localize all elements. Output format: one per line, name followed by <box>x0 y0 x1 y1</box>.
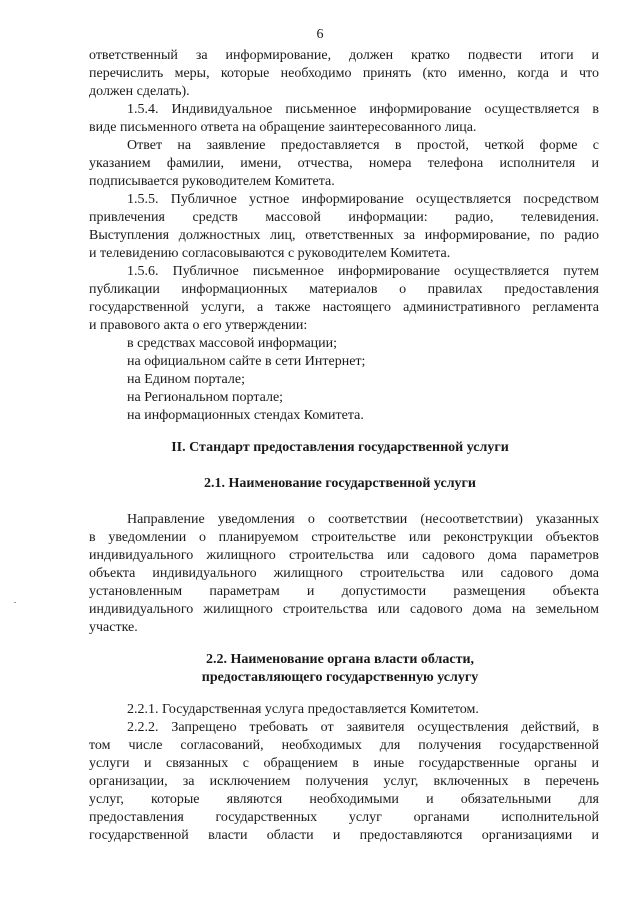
text-line: виде письменного ответа на обращение заинтересованного лица. <box>89 120 477 135</box>
text-line: предоставления государственных услуг органами исполнительной <box>89 810 599 825</box>
text-line: 1.5.5. Публичное устное информирование осуществляется посредством <box>127 192 599 207</box>
text-line: 1.5.4. Индивидуальное письменное информирование осуществляется в <box>127 102 599 117</box>
text-line: в уведомлении о планируемом строительстве или реконструкции объектов <box>89 530 599 545</box>
section-heading-line: 2.1. Наименование государственной услуги <box>204 476 476 491</box>
page-number: 6 <box>316 27 324 42</box>
text-line: на Едином портале; <box>127 372 245 387</box>
text-line: Выступления должностных лиц, ответственных за информирование, по радио <box>89 228 599 243</box>
text-line: установленным параметрам и допустимости размещения объекта <box>89 584 599 599</box>
text-line: на информационных стендах Комитета. <box>127 408 364 423</box>
text-line: государственной услуги, а также настоящего административного регламента <box>89 300 599 315</box>
text-line: Ответ на заявление предоставляется в простой, четкой форме с <box>127 138 599 153</box>
text-line: должен сделать). <box>89 84 190 99</box>
section-heading-line: предоставляющего государственную услугу <box>201 670 479 685</box>
text-line: указанием фамилии, имени, отчества, номера телефона исполнителя и <box>89 156 599 171</box>
text-line: на Региональном портале; <box>127 390 284 405</box>
text-line: 2.2.1. Государственная услуга предоставляется Комитетом. <box>127 702 479 717</box>
text-line: и телевидению согласовываются с руководителем Комитета. <box>89 246 451 261</box>
text-line: и правового акта о его утверждении: <box>89 318 308 333</box>
section-heading-line: II. Стандарт предоставления государственной услуги <box>171 440 509 455</box>
text-line: перечислить меры, которые необходимо принять (кто именно, когда и что <box>89 66 599 81</box>
text-line: на официальном сайте в сети Интернет; <box>127 354 366 369</box>
text-line: том числе согласований, необходимых для получения государственной <box>89 738 599 753</box>
text-line: ответственный за информирование, должен кратко подвести итоги и <box>89 48 599 63</box>
text-line: Направление уведомления о соответствии (несоответствии) указанных <box>127 512 599 527</box>
text-line: подписывается руководителем Комитета. <box>89 174 335 189</box>
text-line: привлечения средств массовой информации: радио, телевидения. <box>89 210 599 225</box>
text-line: публикации информационных материалов о правилах предоставления <box>89 282 599 297</box>
text-line: 2.2.2. Запрещено требовать от заявителя осуществления действий, в <box>127 720 599 735</box>
text-line: участке. <box>89 620 138 635</box>
text-line: индивидуального жилищного строительства или садового дома параметров <box>89 548 599 563</box>
text-line: 1.5.6. Публичное письменное информирование осуществляется путем <box>127 264 599 279</box>
section-heading-line: 2.2. Наименование органа власти области, <box>205 652 475 667</box>
text-line: организации, за исключением получения услуг, включенных в перечень <box>89 774 599 789</box>
text-line: объекта индивидуального жилищного строительства или садового дома <box>89 566 599 581</box>
text-line: государственной власти области и предоставляются организациями и <box>89 828 599 843</box>
text-line: услуг, которые являются необходимыми и обязательными для <box>89 792 599 807</box>
text-line: услуги и связанных с обращением в иные государственные органы и <box>89 756 599 771</box>
text-line: индивидуального жилищного строительства или садового дома на земельном <box>89 602 599 617</box>
text-line: в средствах массовой информации; <box>127 336 338 351</box>
margin-mark <box>14 602 16 603</box>
